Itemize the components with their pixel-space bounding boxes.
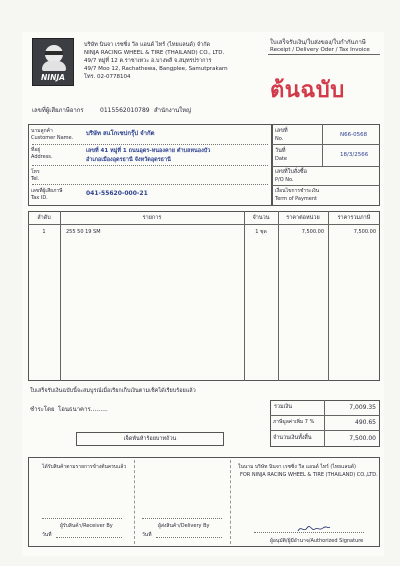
- customer-tax-label-th: เลขที่ผู้เสียภาษี: [31, 188, 63, 194]
- invoice-no-value: N66-0568: [340, 132, 368, 138]
- seller-tax-id-label: เลขที่ผู้เสียภาษีอากร: [32, 107, 84, 114]
- seller-tax-id: 0115562010789: [100, 107, 150, 114]
- col-header-no: ลำดับ: [37, 215, 51, 221]
- authorized-signature-label: ผู้อนุมัติ/ผู้มีอำนาจ/Authorized Signature: [270, 538, 364, 544]
- ninja-logo: NINJA: [32, 38, 74, 86]
- grand-total-value: 7,500.00: [349, 435, 376, 442]
- receipt-note: ใบเสร็จรับเงินฉบับนี้จะสมบูรณ์เมื่อเรียกเก็บเงินตามเช็คได้เรียบร้อยแล้ว: [30, 388, 196, 394]
- received-note: ได้รับสินค้าตามรายการข้างต้นครบแล้ว: [42, 464, 127, 470]
- company-phone: โทร. 02-0778104: [84, 74, 131, 80]
- receiver-label: ผู้รับสินค้า/Receiver By: [60, 523, 113, 529]
- subtotal-label: รวมเงิน: [274, 404, 292, 410]
- signature-company-th: ในนาม บริษัท นินจา เรซซิ่ง วีล แอนด์ ไทร์ (ไทยแลนด์): [238, 464, 357, 470]
- customer-tel-label-en: Tel.: [31, 176, 40, 182]
- term-label-en: Term of Payment: [275, 196, 318, 202]
- signature-company-en: FOR NINJA RACING WHEEL & TIRE (THAILAND) CO.,LTD.: [240, 472, 378, 478]
- deliver-date-label: วันที่: [142, 532, 152, 538]
- invoice-date-label-en: Date: [275, 156, 287, 162]
- grand-total-label: จำนวนเงินทั้งสิ้น: [273, 435, 312, 441]
- pay-method: โอนธนาคาร.........: [58, 406, 108, 413]
- vat-label: ภาษีมูลค่าเพิ่ม 7 %: [273, 419, 315, 425]
- vat-value: 490.65: [355, 419, 376, 426]
- invoice-no-label-th: เลขที่: [275, 128, 288, 134]
- row-total: 7,500.00: [353, 229, 376, 235]
- row-item: 255 50 19 SM: [66, 229, 101, 235]
- customer-tel-label-th: โทร: [31, 169, 40, 175]
- customer-address-line1: เลขที่ 41 หมู่ที่ 1 ถนนอุดร-หนองคาย ตำบลหนองบัว: [86, 148, 211, 154]
- amount-in-words: เจ็ดพันห้าร้อยบาทถ้วน: [123, 436, 177, 442]
- customer-address-label-th: ที่อยู่: [31, 147, 41, 153]
- deliver-label: ผู้ส่งสินค้า/Delivery By: [158, 523, 210, 529]
- doc-title-th: ใบเสร็จรับเงิน/ใบส่งของ/ใบกำกับภาษี: [270, 39, 366, 46]
- company-address-th: 49/7 หมู่ที่ 12 ต.ราชาเทวะ อ.บางพลี จ.สมุทรปราการ: [84, 58, 212, 64]
- customer-address-label-en: Address.: [31, 154, 53, 160]
- customer-name-label-th: นามลูกค้า: [31, 128, 53, 134]
- term-label-th: เงื่อนไขการชำระเงิน: [275, 188, 320, 194]
- doc-title-en: Receipt / Delivery Oder / Tax Invoice: [270, 47, 370, 53]
- col-header-unit-price: ราคาต่อหน่วย: [286, 215, 320, 221]
- customer-address-line2: อำเภอเมืองอุดรธานี จังหวัดอุดรธานี: [86, 157, 171, 163]
- customer-name-label-en: Customer Name.: [31, 135, 74, 141]
- customer-tax-id: 041-55620-000-21: [86, 190, 148, 197]
- invoice-date-label-th: วันที่: [275, 148, 286, 154]
- pay-by-label: ชำระโดย: [30, 406, 55, 413]
- col-header-total: ราคารวมภาษี: [337, 215, 371, 221]
- company-name-en: NINJA RACING WHEEL & TIRE (THAILAND) CO., LTD.: [84, 50, 225, 56]
- row-qty: 1 ชุด: [255, 229, 267, 235]
- col-header-qty: จำนวน: [252, 215, 270, 221]
- original-copy-label: ต้นฉบับ: [270, 77, 345, 103]
- seller-branch: สำนักงานใหญ่: [154, 107, 192, 114]
- customer-name: บริษัท สแโกเซปกรุ๊ป จำกัด: [86, 130, 155, 137]
- po-label-en: P/O No.: [275, 177, 294, 183]
- col-header-item: รายการ: [142, 215, 162, 221]
- receiver-date-label: วันที่: [42, 532, 52, 538]
- row-unit-price: 7,500.00: [301, 229, 324, 235]
- subtotal-value: 7,009.35: [349, 404, 376, 411]
- customer-tax-label-en: Tax ID.: [31, 195, 48, 201]
- company-name-th: บริษัท นินจา เรซซิ่ง วีล แอนด์ ไทร์ (ไทยแลนด์) จำกัด: [84, 42, 211, 48]
- invoice-no-label-en: No.: [275, 136, 284, 142]
- po-label-th: เลขที่ใบสั่งซื้อ: [275, 169, 307, 175]
- row-no: 1: [42, 229, 46, 235]
- invoice-date-value: 18/3/2566: [340, 152, 369, 158]
- tax-invoice-document: [22, 32, 384, 556]
- company-address-en: 49/7 Moo 12, Rachathewa, Bangplee, Samutprakarn: [84, 66, 228, 72]
